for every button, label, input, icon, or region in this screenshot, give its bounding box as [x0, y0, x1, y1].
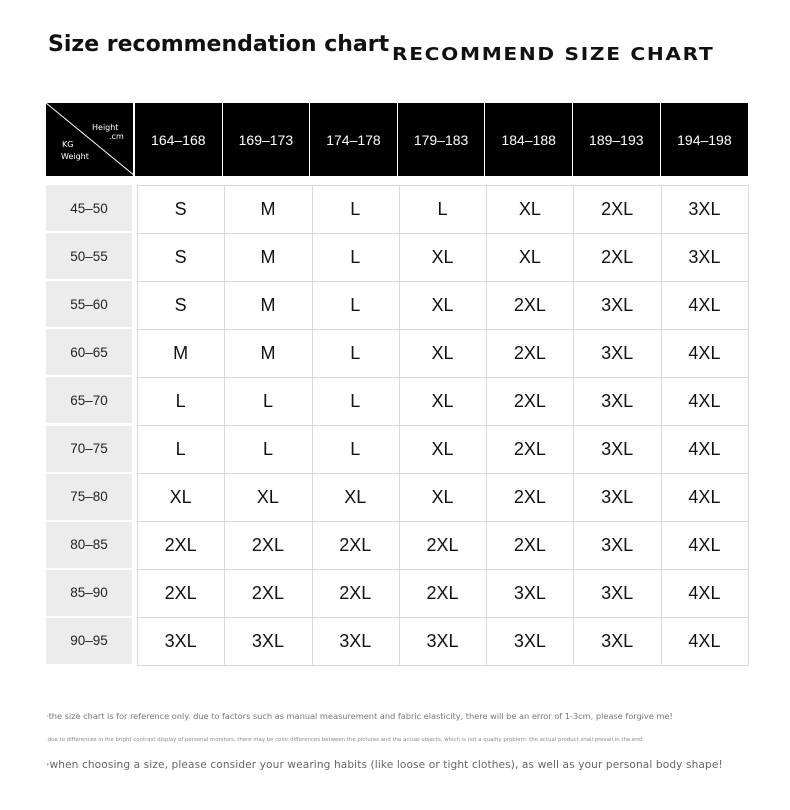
note-measurement: ·the size chart is for reference only. due to factors such as manual measurement and fabric elasticity, there will be an error of 1-3cm, please forgive me! [46, 711, 673, 721]
size-cell: 3XL [574, 281, 662, 330]
size-cell: 3XL [399, 617, 487, 666]
size-cell: XL [486, 185, 574, 234]
weight-row-label: 65–70 [46, 377, 132, 423]
size-cell: 4XL [661, 569, 749, 618]
size-cell: 4XL [661, 425, 749, 474]
size-cell: XL [399, 377, 487, 426]
size-cell: 2XL [399, 569, 487, 618]
size-cell: 3XL [661, 185, 749, 234]
weight-row-label: 90–95 [46, 618, 132, 664]
size-cell: 2XL [137, 521, 225, 570]
size-cell: 4XL [661, 329, 749, 378]
size-cell: M [224, 185, 312, 234]
size-cell: 3XL [486, 617, 574, 666]
size-cell: 3XL [312, 617, 400, 666]
corner-height-unit-text: cm [111, 132, 124, 141]
size-cell: L [399, 185, 487, 234]
height-header-cell: 189–193 [573, 103, 661, 176]
page-title: Size recommendation chart [48, 32, 390, 57]
size-cell: XL [137, 473, 225, 522]
size-cell: L [312, 185, 400, 234]
size-cell: 2XL [486, 425, 574, 474]
size-cell: L [137, 377, 225, 426]
note-color-difference: ·due to differences in the bright contrast display of personal monitors, there may be color differences between the pictures and the actual objects, which is not a quality problem. the actual product shall prevail in the end. [46, 737, 644, 743]
size-cell: 4XL [661, 617, 749, 666]
size-cell: M [224, 233, 312, 282]
size-cell: L [224, 425, 312, 474]
size-grid [137, 185, 748, 666]
note-fit-advice: ·when choosing a size, please consider your wearing habits (like loose or tight clothes), as well as your personal body shape! [46, 759, 723, 771]
size-cell: XL [399, 425, 487, 474]
size-cell: 4XL [661, 521, 749, 570]
size-cell: 3XL [486, 569, 574, 618]
corner-weight-label: Weight [61, 152, 89, 161]
size-cell: 3XL [574, 425, 662, 474]
weight-row-label: 75–80 [46, 474, 132, 520]
size-cell: XL [399, 281, 487, 330]
size-cell: M [224, 329, 312, 378]
table-header-row [46, 103, 748, 176]
corner-weight-unit: KG [62, 140, 74, 149]
weight-row-label: 70–75 [46, 426, 132, 472]
size-cell: 3XL [574, 473, 662, 522]
weight-row-label: 80–85 [46, 522, 132, 568]
weight-row-label: 85–90 [46, 570, 132, 616]
size-cell: 3XL [574, 377, 662, 426]
size-cell: 2XL [224, 521, 312, 570]
size-cell: XL [312, 473, 400, 522]
size-cell: 3XL [574, 569, 662, 618]
weight-row-label: 60–65 [46, 329, 132, 375]
size-cell: 2XL [574, 185, 662, 234]
size-cell: XL [399, 329, 487, 378]
size-cell: XL [399, 233, 487, 282]
size-cell: 2XL [486, 377, 574, 426]
table-corner-cell [46, 103, 135, 176]
size-cell: S [137, 185, 225, 234]
size-cell: 2XL [137, 569, 225, 618]
size-cell: 2XL [486, 473, 574, 522]
size-cell: 3XL [574, 617, 662, 666]
height-header-cell: 169–173 [223, 103, 311, 176]
size-cell: XL [224, 473, 312, 522]
size-cell: 2XL [399, 521, 487, 570]
size-cell: L [312, 329, 400, 378]
page-subtitle: RECOMMEND SIZE CHART [392, 44, 715, 65]
weight-row-label: 45–50 [46, 185, 132, 231]
corner-height-unit: .cm [109, 132, 124, 141]
size-cell: 2XL [574, 233, 662, 282]
height-header-cell: 184–188 [485, 103, 573, 176]
size-cell: XL [399, 473, 487, 522]
size-cell: L [224, 377, 312, 426]
size-cell: 2XL [486, 329, 574, 378]
size-cell: 3XL [137, 617, 225, 666]
height-header-cell: 174–178 [310, 103, 398, 176]
size-cell: M [224, 281, 312, 330]
size-cell: 3XL [574, 521, 662, 570]
size-cell: 2XL [312, 569, 400, 618]
size-cell: L [312, 425, 400, 474]
size-cell: S [137, 233, 225, 282]
height-header-cell: 194–198 [677, 131, 732, 148]
size-cell: S [137, 281, 225, 330]
size-cell: 2XL [486, 281, 574, 330]
weight-row-label: 55–60 [46, 281, 132, 327]
size-cell: 4XL [661, 281, 749, 330]
size-cell: L [312, 281, 400, 330]
size-cell: L [137, 425, 225, 474]
size-cell: 4XL [661, 473, 749, 522]
size-cell: 3XL [224, 617, 312, 666]
weight-row-label: 50–55 [46, 233, 132, 279]
size-cell: 3XL [661, 233, 749, 282]
size-cell: 2XL [312, 521, 400, 570]
size-cell: 2XL [486, 521, 574, 570]
size-cell: 3XL [574, 329, 662, 378]
size-cell: M [137, 329, 225, 378]
height-header-cell: 179–183 [398, 103, 486, 176]
corner-height-label: Height [92, 123, 119, 132]
size-cell: 2XL [224, 569, 312, 618]
size-cell: L [312, 377, 400, 426]
size-cell: L [312, 233, 400, 282]
size-cell: 4XL [661, 377, 749, 426]
height-header-cell: 164–168 [135, 103, 223, 176]
size-cell: XL [486, 233, 574, 282]
